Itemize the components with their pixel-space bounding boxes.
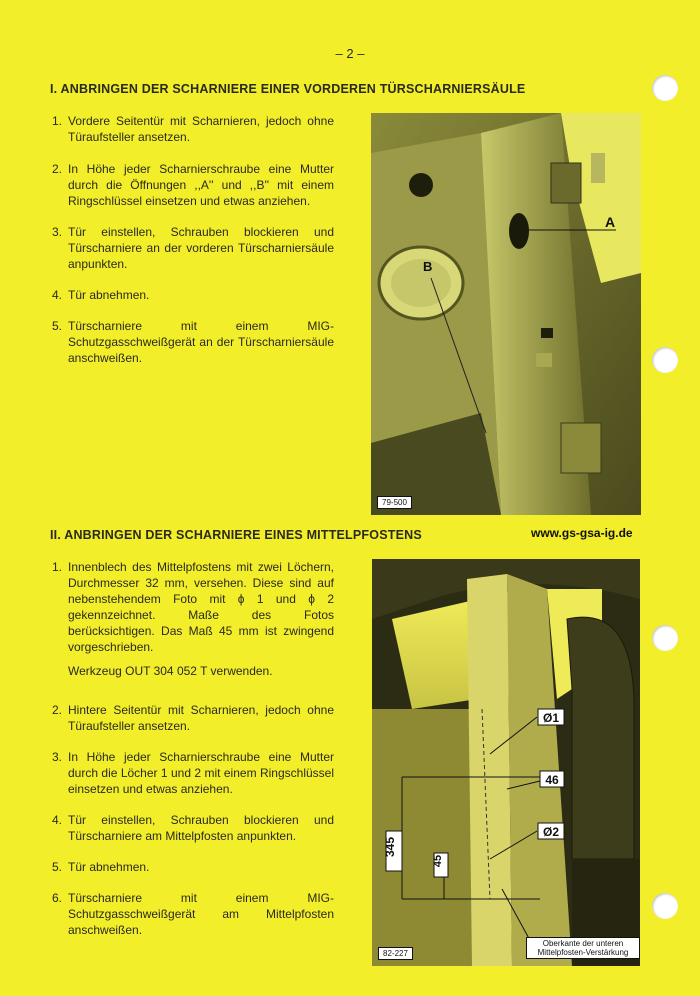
label-b: B	[423, 259, 433, 274]
step: 5. Tür abnehmen.	[52, 860, 150, 874]
binder-hole-2	[652, 347, 678, 373]
photo-door-pillar-illustration	[371, 113, 641, 515]
section2-title: II. ANBRINGEN DER SCHARNIERE EINES MITTELPFOSTENS	[50, 528, 422, 542]
source-url: www.gs-gsa-ig.de	[531, 526, 633, 540]
label-diameter-2: Ø2	[542, 825, 560, 839]
section1-title: I. ANBRINGEN DER SCHARNIERE EINER VORDEREN TÜRSCHARNIERSÄULE	[50, 82, 526, 96]
binder-hole-3	[652, 625, 678, 651]
step: 5. Türscharniere mit einem MIG-Schutzgasschweißgerät an der Türscharniersäule anschweißen.	[52, 319, 334, 365]
photo-code: 79-500	[377, 496, 412, 509]
label-a: A	[605, 214, 616, 230]
label-dimension-46: 46	[545, 773, 559, 787]
photo-door-pillar	[371, 113, 641, 515]
step: 2. In Höhe jeder Scharnierschraube eine Mutter durch die Öffnungen ,,A'' und ,,B'' mit einem Ringschlüssel einsetzen und etwas anziehen.	[52, 162, 334, 208]
step: 6. Türscharniere mit einem MIG-Schutzgasschweißgerät am Mittelpfosten anschweißen.	[52, 891, 334, 937]
step: 2. Hintere Seitentür mit Scharnieren, jedoch ohne Türaufsteller ansetzen.	[52, 703, 334, 733]
section2-steps	[52, 559, 334, 938]
label-diameter-1: Ø1	[542, 711, 560, 725]
binder-hole-4	[652, 893, 678, 919]
label-dimension-45: 45	[432, 854, 444, 868]
step: 1. Vordere Seitentür mit Scharnieren, jedoch ohne Türaufsteller ansetzen.	[52, 114, 334, 144]
step: 3. Tür einstellen, Schrauben blockieren und Türscharniere an der vorderen Türscharniersäule anpunkten.	[52, 225, 334, 271]
step: 4. Tür einstellen, Schrauben blockieren und Türscharniere am Mittelpfosten anpunkten.	[52, 813, 334, 843]
step: 4. Tür abnehmen.	[52, 288, 150, 302]
page-number: – 2 –	[335, 46, 365, 61]
photo-code: 82-227	[378, 947, 413, 960]
step: 1. Innenblech des Mittelpfostens mit zwei Löchern, Durchmesser 32 mm, versehen. Diese sind auf nebenstehendem Foto mit ϕ 1 und ϕ 2 gekennzeichnet. Maße des Fotos berücksichtigen. Das Maß 45 mm ist zwingend vorgeschrieben. Werkzeug OUT 304 052 T verwenden.	[52, 560, 334, 678]
tool-note: Werkzeug OUT 304 052 T verwenden.	[68, 664, 273, 678]
binder-hole-1	[652, 75, 678, 101]
section1-steps	[52, 113, 334, 366]
reinforcement-caption: Oberkante der unteren Mittelpfosten-Verstärkung	[526, 937, 640, 959]
label-dimension-345: 345	[383, 836, 397, 858]
photo-center-pillar	[372, 559, 640, 966]
photo-center-pillar-illustration	[372, 559, 640, 966]
step: 3. In Höhe jeder Scharnierschraube eine Mutter durch die Löcher 1 und 2 mit einem Ringschlüssel einsetzen und etwas anziehen.	[52, 750, 334, 796]
